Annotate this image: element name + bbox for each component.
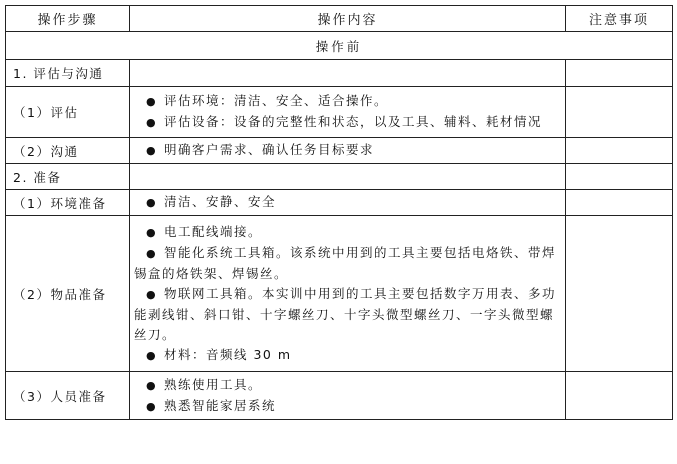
bullet-item	[134, 140, 561, 161]
section-title: 操作前	[6, 32, 673, 60]
note-cell	[566, 216, 673, 372]
staff-prepare-line-1: 熟练使用工具。	[164, 376, 263, 392]
content-communicate	[130, 138, 566, 164]
bullet-item	[134, 345, 561, 366]
step-staff-prepare: （3）人员准备	[6, 372, 130, 420]
communicate-line-1: 明确客户需求、确认任务目标要求	[164, 142, 375, 157]
header-content: 操作内容	[130, 6, 566, 32]
item-prepare-line-4: 材料：音频线 30 m	[164, 346, 292, 362]
table-row-staff-prepare	[6, 372, 673, 420]
header-row	[6, 6, 673, 32]
item-prepare-line-1: 电工配线端接。	[164, 223, 263, 239]
content-cell-empty	[130, 164, 566, 190]
bullet-item	[134, 375, 561, 396]
bullet-item	[134, 192, 561, 213]
bullet-icon: ●	[146, 246, 158, 260]
bullet-icon: ●	[146, 196, 158, 209]
section-row	[6, 32, 673, 60]
note-cell	[566, 60, 673, 87]
table-row-communicate	[6, 138, 673, 164]
bullet-item	[134, 284, 561, 345]
note-cell	[566, 190, 673, 216]
table-row-item-prepare	[6, 216, 673, 372]
bullet-icon: ●	[146, 287, 158, 301]
table-row-env-prepare	[6, 190, 673, 216]
bullet-icon: ●	[146, 348, 158, 362]
content-staff-prepare	[130, 372, 566, 420]
step-evaluate-communicate: 1. 评估与沟通	[6, 60, 130, 87]
item-prepare-line-2: 智能化系统工具箱。该系统中用到的工具主要包括电烙铁、带焊锡盒的烙铁架、焊锡丝。	[134, 244, 557, 281]
note-cell	[566, 138, 673, 164]
bullet-icon: ●	[146, 116, 158, 129]
table-row-evaluate-communicate	[6, 60, 673, 87]
item-prepare-line-3: 物联网工具箱。本实训中用到的工具主要包括数字万用表、多功能剥线钳、斜口钳、十字螺丝刀、十字头微型螺丝刀、一字头微型螺丝刀。	[134, 285, 557, 342]
bullet-icon: ●	[146, 399, 158, 413]
header-note: 注意事项	[566, 6, 673, 32]
content-item-prepare	[130, 216, 566, 372]
bullet-icon: ●	[146, 225, 158, 239]
bullet-item	[134, 112, 561, 133]
bullet-item	[134, 396, 561, 417]
evaluate-line-1: 评估环境：清洁、安全、适合操作。	[164, 93, 389, 108]
note-cell	[566, 87, 673, 138]
content-env-prepare	[130, 190, 566, 216]
table-row-prepare	[6, 164, 673, 190]
note-cell	[566, 372, 673, 420]
bullet-item	[134, 243, 561, 284]
bullet-item	[134, 91, 561, 112]
step-item-prepare: （2）物品准备	[6, 216, 130, 372]
step-env-prepare: （1）环境准备	[6, 190, 130, 216]
evaluate-line-2: 评估设备：设备的完整性和状态，以及工具、辅料、耗材情况	[164, 114, 543, 129]
bullet-icon: ●	[146, 144, 158, 157]
env-prepare-line-1: 清洁、安静、安全	[164, 194, 277, 209]
step-prepare: 2. 准备	[6, 164, 130, 190]
step-evaluate: （1）评估	[6, 87, 130, 138]
header-step: 操作步骤	[6, 6, 130, 32]
content-cell-empty	[130, 60, 566, 87]
content-evaluate	[130, 87, 566, 138]
staff-prepare-line-2: 熟悉智能家居系统	[164, 397, 277, 413]
note-cell	[566, 164, 673, 190]
bullet-item	[134, 222, 561, 243]
procedure-table	[5, 5, 673, 420]
table-row-evaluate	[6, 87, 673, 138]
step-communicate: （2）沟通	[6, 138, 130, 164]
bullet-icon: ●	[146, 95, 158, 108]
bullet-icon: ●	[146, 378, 158, 392]
